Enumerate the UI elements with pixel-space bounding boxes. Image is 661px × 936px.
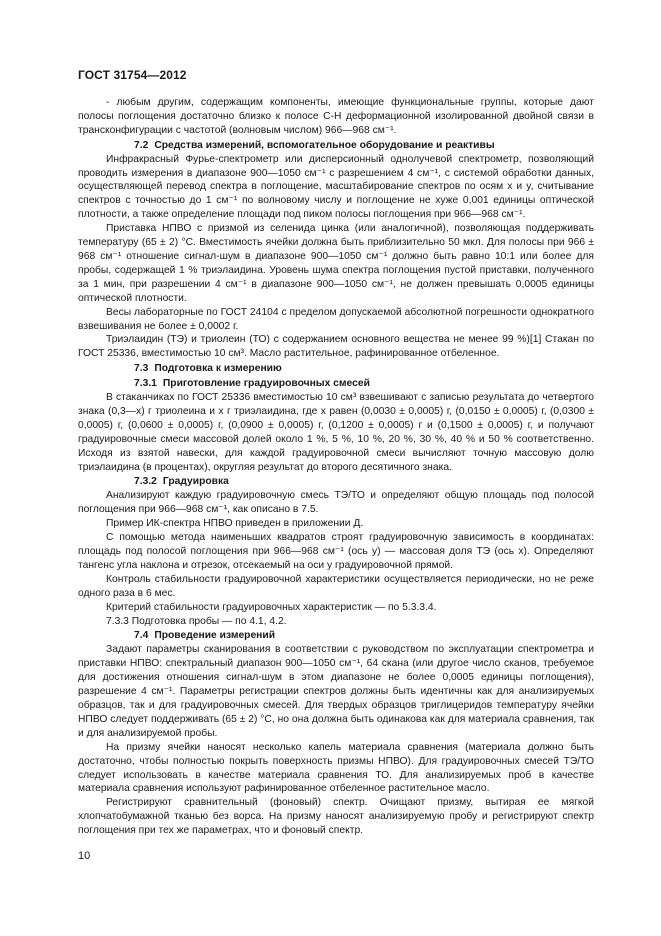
- paragraph: Задают параметры сканирования в соответствии с руководством по эксплуатации спектрометра и приставки НПВО: спектральный диапазон 900—1050 см⁻¹, 64 скана (или другое число сканов, требуемое для достижения отношения сигнал-шум в этом диапазоне не более 0,0005 единицы поглощения), разрешение 4 см⁻¹. Параметры регистрации спектров должны быть идентичны как для анализируемых образцов, так и для градуировочных смесей. Для твердых образцов триглицеридов температуру ячейки НПВО следует поддерживать (65 ± 2) °С, но она должна быть одинакова как для материала сравнения, так и для анализируемой пробы.: [78, 644, 594, 739]
- subsection-heading: [78, 475, 594, 489]
- section-title: Средства измерений, вспомогательное оборудование и реактивы: [154, 139, 495, 151]
- section-number: 7.4: [134, 630, 149, 642]
- section-heading: [78, 139, 594, 153]
- paragraph: - любым другим, содержащим компоненты, имеющие функциональные группы, которые дают полосы поглощения достаточно близко к полосе C-H деформационной изолированной двойной связи в трансконфигурации с частотой (волновым числом) 966—968 см⁻¹.: [78, 97, 594, 136]
- paragraph: Регистрируют сравнительный (фоновый) спектр. Очищают призму, вытирая ее мягкой хлопчатобумажной тканью без ворса. На призму наносят анализируемую пробу и регистрируют спектр поглощения при тех же параметрах, что и фоновый спектр.: [78, 797, 594, 837]
- paragraph: Критерий стабильности градуировочных характеристик — по 5.3.3.4.: [106, 601, 437, 613]
- page-number: 10: [78, 850, 91, 862]
- paragraph: Приставка НПВО с призмой из селенида цинка (или аналогичной), позволяющая поддерживать температуру (65 ± 2) °С. Вместимость ячейки должна быть приблизительно 50 мкл. Для полосы при 966 ± 968 см⁻¹ отношение сигнал-шум в диапазоне 900—1050 см⁻¹ должно быть равно 10:1 или более для пробы, содержащей 1 % триэлаидина. Уровень шума спектра поглощения пустой приставки, полученного за 1 мин, при разрешении 4 см⁻¹ в диапазоне 900—1050 см⁻¹, не должен превышать 0,0005 единицы оптической плотности.: [78, 223, 594, 304]
- paragraph: С помощью метода наименьших квадратов строят градуировочную зависимость в координатах: площадь под полосой поглощения при 966—968 см⁻¹ (ось y) — массовая доля ТЭ (ось x). Определяют тангенс угла наклона и отрезок, отсекаемый на оси y градуировочной прямой.: [78, 532, 594, 571]
- subsection-line: 7.3.3 Подготовка пробы — по 4.1, 4.2.: [106, 615, 287, 627]
- paragraph: На призму ячейки наносят несколько капель материала сравнения (материала должно быть достаточно, чтобы полностью покрыть поверхность призмы НПВО). Для градуировочных смесей ТЭ/ТО следует использовать в качестве материала сравнения ТО. Для анализируемых проб в качестве материала сравнения используют рафинированное отбеленное растительное масло.: [78, 741, 594, 795]
- section-number: 7.3: [134, 363, 149, 375]
- subsection-heading: [78, 377, 594, 391]
- document-body: [78, 96, 594, 838]
- section-title: Подготовка к измерению: [154, 363, 282, 375]
- section-heading: [78, 362, 594, 376]
- paragraph: Анализируют каждую градуировочную смесь ТЭ/ТО и определяют общую площадь под полосой поглощения при 966—968 см⁻¹, как описано в 7.5.: [78, 490, 594, 516]
- paragraph: Триэлаидин (ТЭ) и триолеин (ТО) с содержанием основного вещества не менее 99 %)[1] Стакан по ГОСТ 25336, вместимостью 10 см³. Масло растительное, рафинированное отбеленное.: [78, 334, 594, 360]
- paragraph: Инфракрасный Фурье-спектрометр или дисперсионный однолучевой спектрометр, позволяющий проводить измерения в диапазоне 900—1050 см⁻¹ с разрешением 4 см⁻¹, с системой обработки данных, осуществляющей перевод спектра в поглощение, масштабирование спектров по осям x и y, считывание спектров с точностью до 1 см⁻¹ по волновому числу и поглощение не хуже 0,001 единицы оптической плотности, а также определение площади под пиком полосы поглощения при 966—968 см⁻¹.: [78, 153, 594, 221]
- document-header: ГОСТ 31754—2012: [78, 68, 187, 82]
- section-number: 7.3.1: [134, 378, 157, 390]
- paragraph: В стаканчиках по ГОСТ 25336 вместимостью 10 см³ взвешивают с записью результата до четвертого знака (0,3—x) г триолеина и x г триэлаидина, где x равен (0,0030 ± 0,0005) г, (0,0150 ± 0,0005) г, (0,0300 ± 0,0005) г, (0,0600 ± 0,0005) г, (0,0900 ± 0,0005) г, (0,1200 ± 0,0005) г и (0,1500 ± 0,0005) г, и получают градуировочные смеси массовой долей около 1 %, 5 %, 10 %, 20 %, 30 %, 40 % и 50 % соответственно. Исходя из взятой навески, для каждой градуировочной смеси вычисляют точную массовую долю триэлаидина (в процентах), округляя результат до второго десятичного знака.: [78, 392, 594, 473]
- section-title: Градуировка: [162, 476, 229, 488]
- section-number: 7.3.2: [134, 476, 157, 488]
- section-number: 7.2: [134, 139, 149, 151]
- section-heading: [78, 629, 594, 643]
- paragraph: Контроль стабильности градуировочной характеристики осуществляется периодически, но не реже одного раза в 6 мес.: [78, 573, 594, 599]
- section-title: Приготовление градуировочных смесей: [162, 378, 370, 390]
- paragraph: Пример ИК-спектра НПВО приведен в приложении Д.: [106, 518, 364, 530]
- paragraph: Весы лабораторные по ГОСТ 24104 с пределом допускаемой абсолютной погрешности однократного взвешивания не более ± 0,0002 г.: [78, 306, 594, 332]
- section-title: Проведение измерений: [154, 630, 276, 642]
